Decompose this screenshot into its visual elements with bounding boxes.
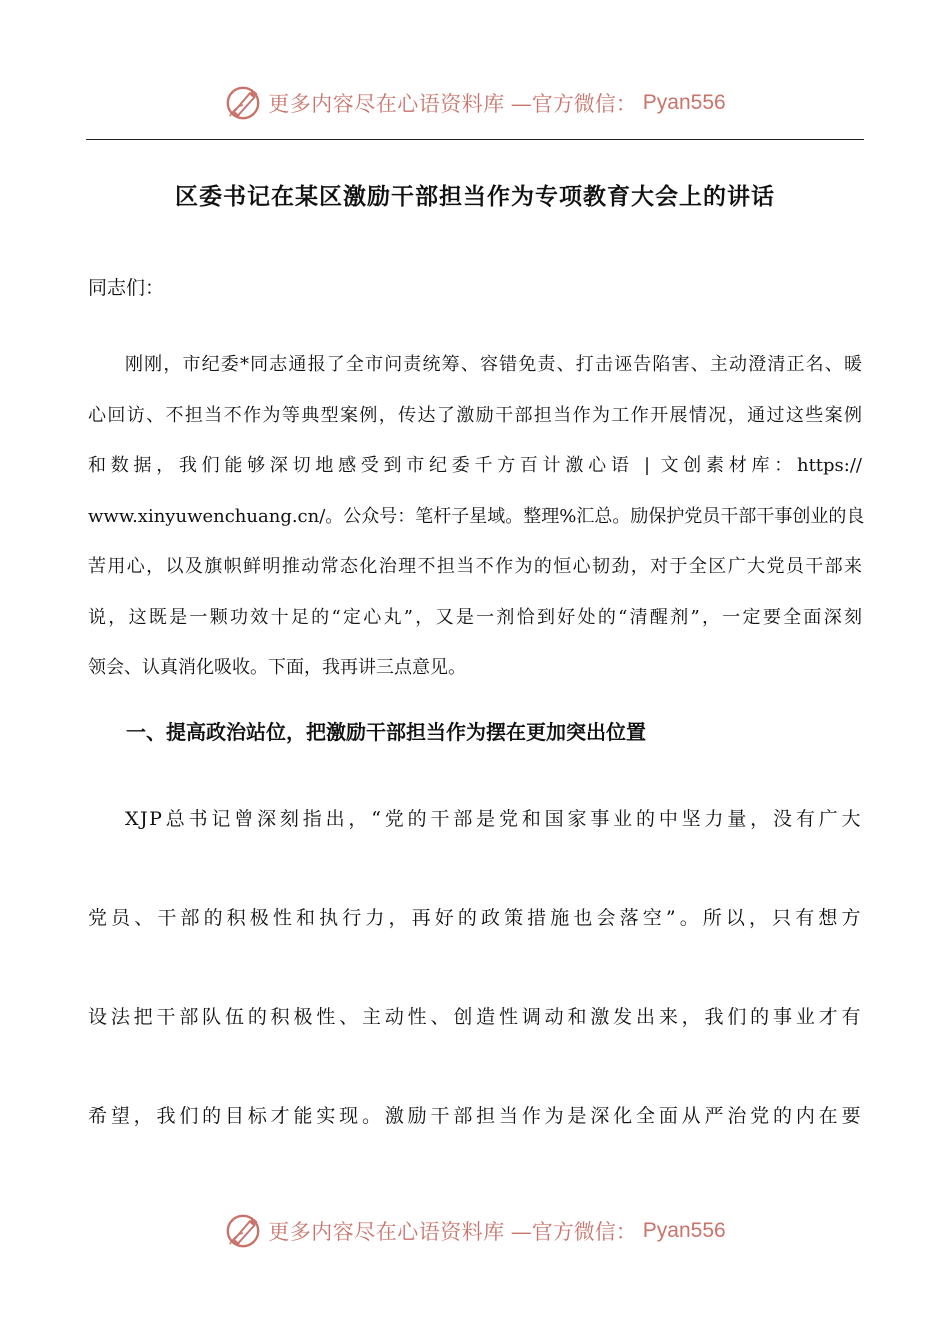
paragraph-1-line: 苦用心，以及旗帜鲜明推动常态化治理不担当不作为的恒心韧劲，对于全区广大党员干部来 [88, 556, 862, 577]
paragraph-1-line: 心回访、不担当不作为等典型案例，传达了激励干部担当作为工作开展情况，通过这些案例 [88, 404, 862, 426]
paragraph-2-line: 设法把干部队伍的积极性、主动性、创造性调动和激发出来，我们的事业才有 [88, 1006, 862, 1028]
watermark-handle: Pyan556 [642, 1219, 726, 1242]
paragraph-2-line: XJP总书记曾深刻指出，“党的干部是党和国家事业的中坚力量，没有广大 [125, 808, 862, 830]
watermark-text: 更多内容尽在心语资料库 [268, 1220, 505, 1244]
paragraph-1-line: 领会、认真消化吸收。下面，我再讲三点意见。 [88, 657, 466, 678]
salutation: 同志们： [88, 277, 165, 299]
footer-watermark [0, 1208, 950, 1254]
header-divider [86, 139, 864, 140]
paragraph-2-line: 希望，我们的目标才能实现。激励干部担当作为是深化全面从严治党的内在要 [88, 1105, 862, 1127]
section-heading-1: 一、提高政治站位，把激励干部担当作为摆在更加突出位置 [126, 720, 646, 744]
header-watermark [0, 80, 950, 126]
paragraph-1-line: 和数据，我们能够深切地感受到市纪委千方百计激心语 | 文创素材库：https:// [88, 455, 862, 476]
watermark-text: 更多内容尽在心语资料库 [268, 92, 505, 116]
pen-nib-logo-icon [224, 84, 262, 122]
pen-nib-logo-icon [224, 1212, 262, 1250]
watermark-handle: Pyan556 [642, 91, 726, 114]
watermark-separator: —官方微信： [510, 1220, 637, 1244]
watermark-separator: —官方微信： [510, 92, 637, 116]
paragraph-1-line: 说，这既是一颗功效十足的“定心丸”，又是一剂恰到好处的“清醒剂”，一定要全面深刻 [88, 606, 862, 628]
document-title: 区委书记在某区激励干部担当作为专项教育大会上的讲话 [175, 183, 775, 210]
paragraph-1-line: www.xinyuwenchuang.cn/。公众号：笔杆子星域。整理%汇总。励保护党员干部干事创业的良 [88, 505, 865, 527]
paragraph-1-line: 刚刚，市纪委*同志通报了全市问责统筹、容错免责、打击诬告陷害、主动澄清正名、暖 [125, 354, 862, 375]
paragraph-2-line: 党员、干部的积极性和执行力，再好的政策措施也会落空”。所以，只有想方 [88, 907, 862, 929]
paragraph-2 [88, 800, 862, 1196]
paragraph-1 [88, 340, 865, 694]
